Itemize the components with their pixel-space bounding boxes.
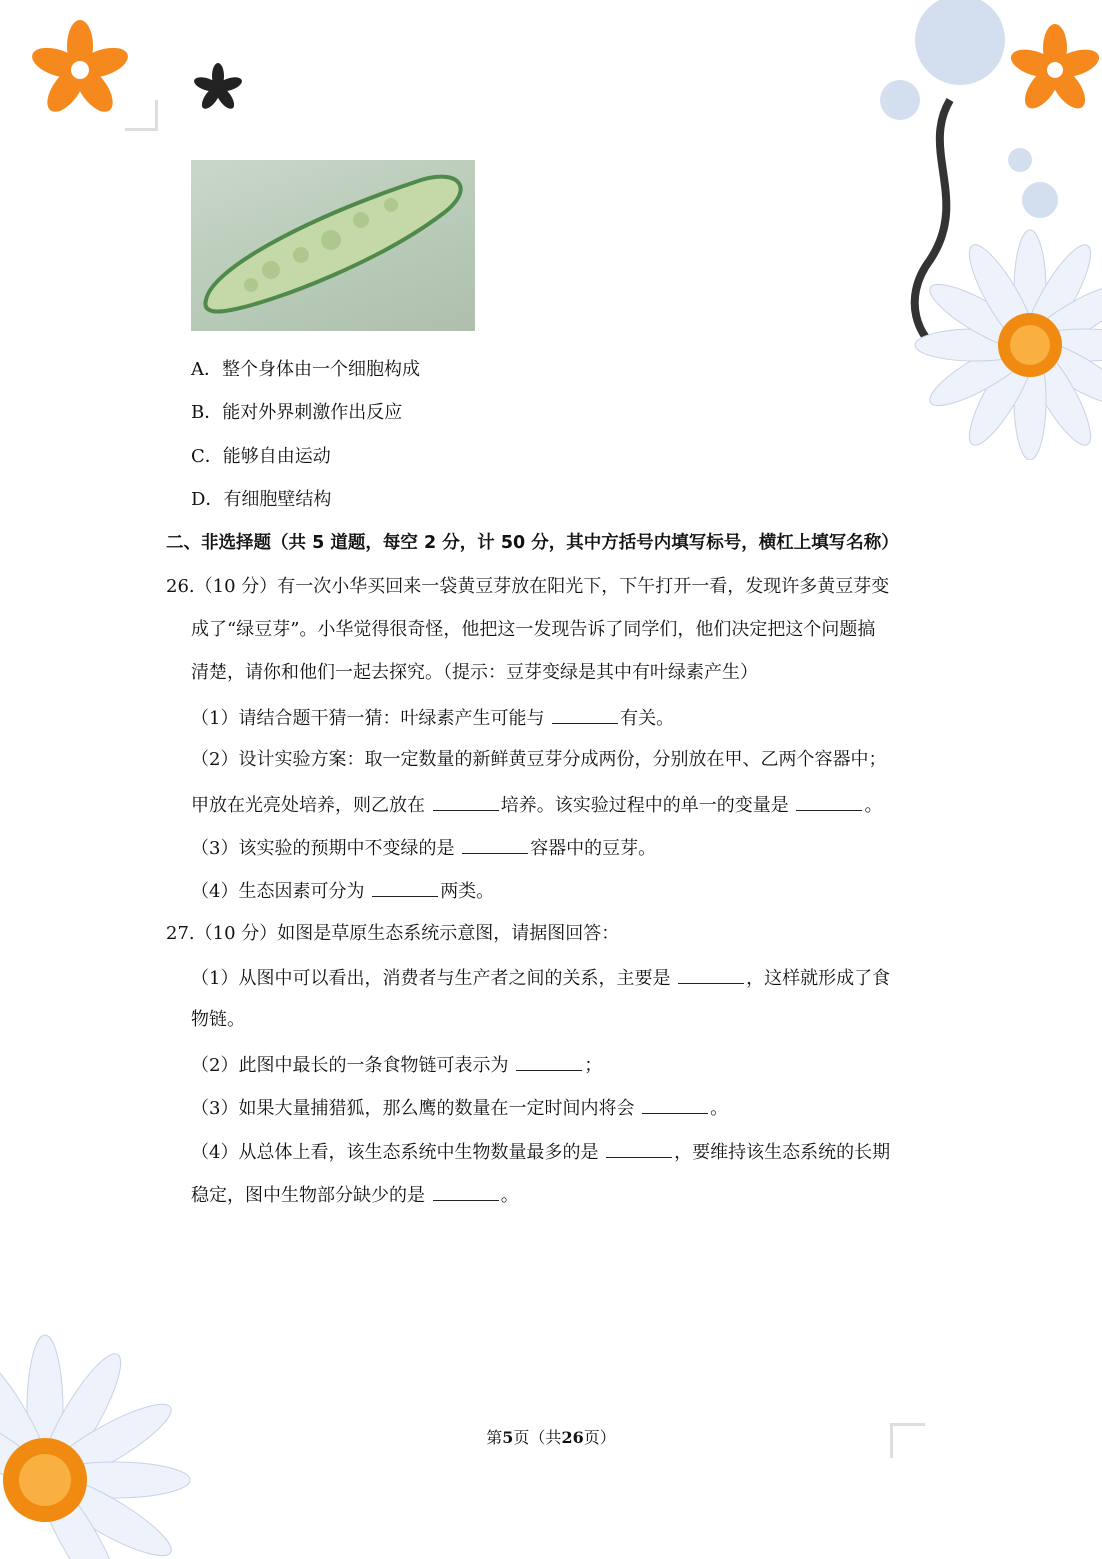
- option-letter: A．: [191, 359, 222, 380]
- answer-blank[interactable]: [372, 878, 438, 897]
- text: （2）此图中最长的一条食物链可表示为: [191, 1055, 515, 1076]
- q26-stem-line: 成了“绿豆芽”。小华觉得很奇怪，他把这一发现告诉了同学们，他们决定把这个问题搞: [191, 619, 876, 640]
- answer-blank[interactable]: [606, 1139, 672, 1158]
- option-letter: B．: [191, 402, 223, 423]
- option-d: [191, 488, 331, 512]
- answer-blank[interactable]: [433, 792, 499, 811]
- text: ，这样就形成了食: [746, 968, 891, 989]
- q26-stem-line: 清楚，请你和他们一起去探究。（提示：豆芽变绿是其中有叶绿素产生）: [191, 662, 758, 683]
- page-number: 5: [502, 1428, 514, 1447]
- answer-blank[interactable]: [462, 835, 528, 854]
- black-flower-icon: [188, 60, 248, 115]
- option-text: 能对外界刺激作出反应: [222, 402, 403, 423]
- top-right-floral-decoration: [840, 0, 1102, 460]
- text: （4）生态因素可分为: [191, 881, 371, 902]
- text: （1）请结合题干猜一猜：叶绿素产生可能与: [191, 708, 551, 729]
- q26-sub2: （2）设计实验方案：取一定数量的新鲜黄豆芽分成两份，分别放在甲、乙两个容器中；: [191, 749, 887, 770]
- q27-sub1-cont: 物链。: [191, 1009, 245, 1030]
- q27-sub4-cont: [191, 1182, 519, 1208]
- text: （3）该实验的预期中不变绿的是: [191, 838, 461, 859]
- q27-sub2: [191, 1052, 602, 1078]
- text: 甲放在光亮处培养，则乙放在: [191, 795, 431, 816]
- q27-sub1: [191, 965, 890, 991]
- q26-stem-line: 26.（10 分）有一次小华买回来一袋黄豆芽放在阳光下，下午打开一看，发现许多黄豆芽变: [166, 576, 890, 597]
- answer-blank[interactable]: [796, 792, 862, 811]
- q27-sub4: [191, 1139, 890, 1165]
- q26-sub1: [191, 705, 674, 731]
- text: （1）从图中可以看出，消费者与生产者之间的关系，主要是: [191, 968, 677, 989]
- text: （3）如果大量捕猎狐，那么鹰的数量在一定时间内将会: [191, 1098, 641, 1119]
- q27-sub3: [191, 1095, 728, 1121]
- answer-blank[interactable]: [433, 1182, 499, 1201]
- option-text: 整个身体由一个细胞构成: [222, 359, 420, 380]
- page-footer: [0, 1425, 1102, 1448]
- answer-blank[interactable]: [678, 965, 744, 984]
- text: 页）: [583, 1428, 616, 1447]
- paramecium-micrograph: [191, 160, 475, 331]
- q26-sub3: [191, 835, 656, 861]
- q26-sub4: [191, 878, 494, 904]
- q27-title: 27.（10 分）如图是草原生态系统示意图，请据图回答：: [166, 923, 620, 944]
- option-letter: C．: [191, 446, 223, 467]
- text: 。: [710, 1098, 729, 1119]
- option-letter: D．: [191, 489, 224, 510]
- text: ；: [584, 1055, 603, 1076]
- option-c: [191, 445, 331, 469]
- text: （4）从总体上看，该生态系统中生物数量最多的是: [191, 1142, 605, 1163]
- option-text: 有细胞壁结构: [223, 489, 332, 510]
- q26-sub2-cont: [191, 792, 882, 818]
- corner-mark: [125, 100, 158, 131]
- option-text: 能够自由运动: [222, 446, 331, 467]
- page-total: 26: [561, 1428, 584, 1447]
- text: 。: [500, 1185, 519, 1206]
- text: 第: [486, 1428, 503, 1447]
- answer-blank[interactable]: [516, 1052, 582, 1071]
- text: ，要维持该生态系统的长期: [674, 1142, 891, 1163]
- text: 有关。: [620, 708, 675, 729]
- section-heading: 二、非选择题（共 5 道题，每空 2 分，计 50 分，其中方括号内填写标号，横杠上填写名称）: [166, 533, 899, 553]
- option-a: [191, 358, 420, 382]
- orange-flower-icon: [25, 20, 135, 120]
- text: 稳定，图中生物部分缺少的是: [191, 1185, 431, 1206]
- option-b: [191, 401, 402, 425]
- answer-blank[interactable]: [552, 705, 618, 724]
- text: 两类。: [440, 881, 495, 902]
- answer-blank[interactable]: [642, 1095, 708, 1114]
- text: 容器中的豆芽。: [530, 838, 657, 859]
- text: 。: [864, 795, 883, 816]
- text: 培养。该实验过程中的单一的变量是: [500, 795, 795, 816]
- text: 页（共: [513, 1428, 562, 1447]
